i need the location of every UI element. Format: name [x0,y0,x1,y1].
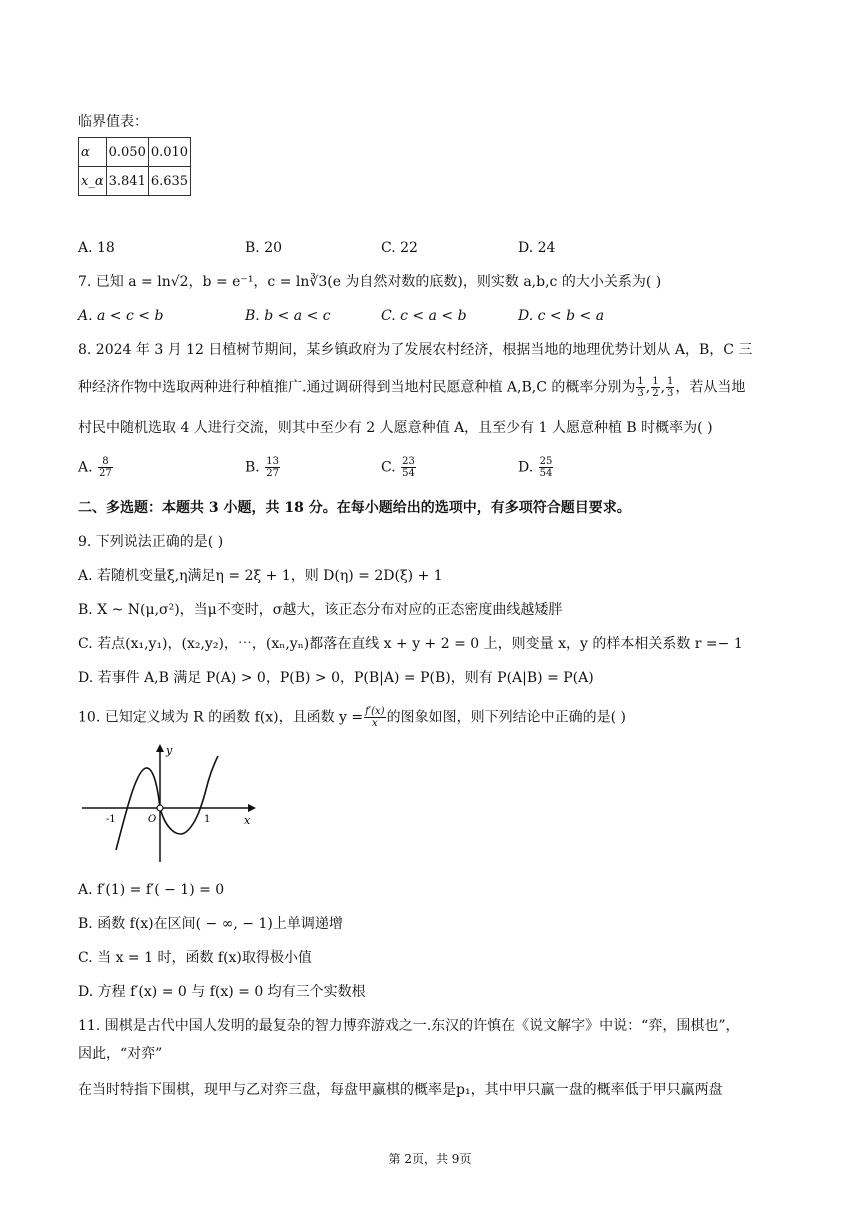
q8-line2-tail: ，若从当地 [675,379,746,396]
q7-option-d[interactable]: D. c < b < a [518,308,605,324]
q8-line3: 村民中随机选取 4 人进行交流，则其中至少有 2 人愿意种值 A，且至少有 1 人愿意种植 B 时概率为( ) [78,420,713,436]
tick-neg1: -1 [106,814,116,825]
q11-line3: 在当时特指下围棋，现甲与乙对弈三盘，每盘甲赢棋的概率是p₁，其中甲只赢一盘的概率低于甲只赢两盘 [78,1082,723,1098]
table-row [79,138,191,167]
q10-stem: 10. 已知定义域为 R 的函数 f(x)，且函数 y = $\frac{f'(x)}{x}$ 的图象如图，则下列结论中正确的是( ) [78,706,626,729]
fraction: $\frac{1}{3}$ [637,376,644,399]
q7-option-b[interactable]: B. b < a < c [245,308,331,324]
origin-label: O [148,814,157,825]
q9-option-b[interactable]: B. X ~ N(μ,σ²)，当μ不变时，σ越大，该正态分布对应的正态密度曲线越矮胖 [78,602,563,618]
fraction: $\frac{1}{2}$ [652,376,659,399]
q6-option-c[interactable]: C. 22 [381,240,418,256]
table-title: 临界值表： [78,114,148,130]
table-cell: α [79,138,107,167]
fraction: $\frac{f'(x)}{x}$ [365,706,385,729]
q6-option-a[interactable]: A. 18 [78,240,115,256]
fraction: $\frac{13}{27}$ [266,456,279,479]
q9-stem: 9. 下列说法正确的是( ) [78,534,224,550]
fraction: $\frac{25}{54}$ [539,456,553,479]
table-cell: 3.841 [106,167,148,196]
q9-option-d[interactable]: D. 若事件 A,B 满足 P(A) > 0，P(B) > 0，P(B|A) = P(B)，则有 P(A|B) = P(A) [78,670,594,686]
q7-option-a[interactable]: A. a < c < b [78,308,164,324]
hollow-point [157,805,163,811]
x-label: x [244,814,251,827]
table-row [79,167,191,196]
q6-option-b[interactable]: B. 20 [245,240,283,256]
q8-line2-text: 种经济作物中选取两种进行种植推广.通过调研得到当地村民愿意种植 A,B,C 的概率分别为 [78,379,636,396]
q8-option-a[interactable]: A. $\frac{8}{27}$ [78,456,112,479]
q11-line1: 11. 围棋是古代中国人发明的最复杂的智力博弈游戏之一.东汉的许慎在《说文解字》中说：“弈，围棋也”， [78,1018,740,1034]
q10-option-d[interactable]: D. 方程 f′(x) = 0 与 f(x) = 0 均有三个实数根 [78,984,366,1000]
page-footer: 第 2页，共 9页 [388,1152,472,1166]
fraction: $\frac{23}{54}$ [402,456,415,479]
q8-option-d[interactable]: D. $\frac{25}{54}$ [518,456,553,479]
q8-line2: 种经济作物中选取两种进行种植推广.通过调研得到当地村民愿意种植 A,B,C 的概率分别为 $\frac{1}{3}$ , $\frac{1}{2}$ , $\frac{1}{3}$ ，若从当地 [78,376,746,399]
q8-line1: 8. 2024 年 3 月 12 日植树节期间，某乡镇政府为了发展农村经济，根据当地的地理优势计划从 A，B，C 三 [78,342,753,358]
table-cell: x_α [79,167,107,196]
x-axis-arrow [248,804,256,812]
table-cell: 0.050 [106,138,148,167]
q10-option-b[interactable]: B. 函数 f(x)在区间( − ∞, − 1)上单调递增 [78,916,343,932]
q9-option-a[interactable]: A. 若随机变量ξ,η满足η = 2ξ + 1，则 D(η) = 2D(ξ) + 1 [78,568,443,584]
q10-option-a[interactable]: A. f′(1) = f′( − 1) = 0 [78,882,225,898]
tick-1: 1 [204,814,211,825]
critical-value-table [78,137,191,196]
q11-line2: 因此，“对弈” [78,1046,163,1062]
fraction: $\frac{8}{27}$ [99,456,112,479]
q6-option-d[interactable]: D. 24 [518,240,556,256]
section-heading: 二、多选题：本题共 3 小题，共 18 分。在每小题给出的选项中，有多项符合题目要求。 [78,500,631,516]
table-cell: 6.635 [148,167,190,196]
q9-option-c[interactable]: C. 若点(x₁,y₁)，(x₂,y₂)，⋯，(xₙ,yₙ)都落在直线 x + y + 2 = 0 上，则变量 x，y 的样本相关系数 r =− 1 [78,636,743,652]
q10-option-c[interactable]: C. 当 x = 1 时，函数 f(x)取得极小值 [78,950,312,966]
q8-option-b[interactable]: B. $\frac{13}{27}$ [245,456,279,479]
y-label: y [166,744,173,757]
y-axis-arrow [156,744,164,752]
q7-stem: 7. 已知 a = ln√2，b = e⁻¹，c = ln∛3(e 为自然对数的底数)，则实数 a,b,c 的大小关系为( ) [78,274,662,290]
fraction: $\frac{1}{3}$ [667,376,674,399]
q8-option-c[interactable]: C. $\frac{23}{54}$ [381,456,415,479]
function-graph [78,742,268,867]
q7-option-c[interactable]: C. c < a < b [381,308,467,324]
curve [116,756,218,850]
table-cell: 0.010 [148,138,190,167]
